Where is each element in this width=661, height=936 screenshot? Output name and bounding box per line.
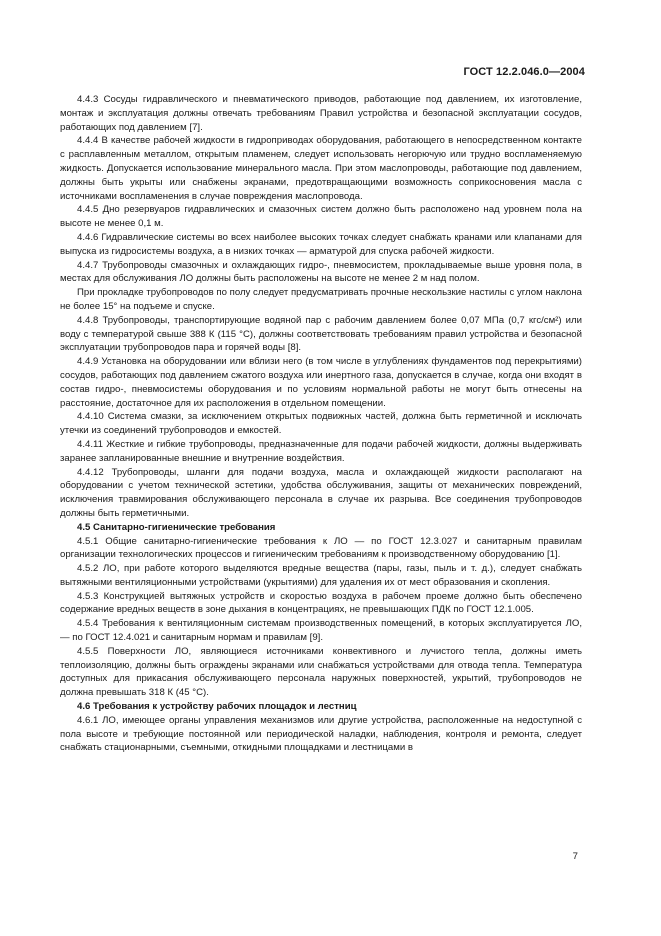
paragraph-4-4-8: 4.4.8 Трубопроводы, транспортирующие водяной пар с рабочим давлением более 0,07 МПа (0,7 кгс/см²) или воду с температурой свыше 388 К (115 °С), должны соответствовать требованиям правил устройства и безопасной эксплуатации трубопроводов пара и горячей воды [8].	[60, 314, 582, 354]
paragraph-4-5-5: 4.5.5 Поверхности ЛО, являющиеся источниками конвективного и лучистого тепла, должны иметь теплоизоляцию, должны быть ограждены экранами или снабжаться устройствами для отвода тепла. Температура доступных для прикасания обслуживающего персонала наружных поверхностей, укрытий, трубопроводов не должна превышать 318 К (45 °С).	[60, 645, 582, 699]
paragraph-4-4-7: 4.4.7 Трубопроводы смазочных и охлаждающих гидро-, пневмосистем, прокладываемые выше уровня пола, в местах для обслуживания ЛО должны быть расположены на высоте не менее 2 м над полом.	[60, 259, 582, 285]
paragraph-4-5-1: 4.5.1 Общие санитарно-гигиенические требования к ЛО — по ГОСТ 12.3.027 и санитарным правилам организации технологических процессов и гигиеническим требованиям к производственному оборудованию [1].	[60, 535, 582, 561]
paragraph-4-5-4: 4.5.4 Требования к вентиляционным системам производственных помещений, в которых эксплуатируется ЛО, — по ГОСТ 12.4.021 и санитарным нормам и правилам [9].	[60, 618, 582, 644]
paragraph-4-4-11: 4.4.11 Жесткие и гибкие трубопроводы, предназначенные для подачи рабочей жидкости, должны выдерживать заранее запланированные внешние и внутренние воздействия.	[60, 438, 582, 464]
paragraph-4-4-12: 4.4.12 Трубопроводы, шланги для подачи воздуха, масла и охлаждающей жидкости располагают на оборудовании с учетом технической эстетики, удобства обслуживания, защиты от механических повреждений, исключения травмирования обслуживающего персонала в случае их разрыва. Все соединения трубопроводов должны быть герметичными.	[60, 466, 582, 519]
paragraph-4-4-4: 4.4.4 В качестве рабочей жидкости в гидроприводах оборудования, работающего в непосредственном контакте с расплавленным металлом, открытым пламенем, следует использовать негорючую или трудно воспламеняемую жидкость. Допускается использование минерального масла. При этом маслопроводы, работающие под давлением, должны быть укрыты или снабжены экранами, предотвращающими возможность соприкосновения масла с источниками воспламенения в случае повреждения маслопровода.	[60, 135, 582, 202]
section-heading-4-6: 4.6 Требования к устройству рабочих площадок и лестниц	[77, 701, 357, 713]
paragraph-4-4-6: 4.4.6 Гидравлические системы во всех наиболее высоких точках следует снабжать кранами или клапанами для выпуска из гидросистемы воздуха, а в низких точках — арматурой для спуска рабочей жидкости.	[60, 231, 582, 257]
document-header: ГОСТ 12.2.046.0—2004	[463, 66, 585, 78]
document-body	[60, 93, 582, 755]
paragraph-4-4-7-note: При прокладке трубопроводов по полу следует предусматривать прочные нескользкие настилы с углом наклона не более 15° на подъеме и спуске.	[60, 287, 582, 312]
page-number: 7	[572, 851, 578, 862]
paragraph-4-6-1: 4.6.1 ЛО, имеющее органы управления механизмов или другие устройства, расположенные на недоступной с пола высоте и требующие постоянной или периодической наладки, наблюдения, контроля и ремонта, следует снабжать стационарными, съемными, откидными площадками и лестницами в	[60, 714, 582, 754]
paragraph-4-4-5: 4.4.5 Дно резервуаров гидравлических и смазочных систем должно быть расположено над уровнем пола на высоте не менее 0,1 м.	[60, 204, 582, 230]
paragraph-4-5-3: 4.5.3 Конструкцией вытяжных устройств и скоростью воздуха в рабочем проеме должно быть обеспечено содержание вредных веществ в зоне дыхания в концентрациях, не превышающих ПДК по ГОСТ 12.1.005.	[60, 590, 582, 616]
paragraph-4-4-9: 4.4.9 Установка на оборудовании или вблизи него (в том числе в углублениях фундаментов под перекрытиями) сосудов, работающих под давлением сжатого воздуха или инертного газа, допускается в случае, когда они входят в состав гидро-, пневмосистемы оборудования и по условиям нормальной работы не могут быть отнесены на расстояние, достаточное для их расположения в отдельном помещении.	[60, 356, 582, 409]
paragraph-4-4-10: 4.4.10 Система смазки, за исключением открытых подвижных частей, должна быть герметичной и исключать утечки из соединений трубопроводов и емкостей.	[60, 411, 582, 437]
paragraph-4-4-3: 4.4.3 Сосуды гидравлического и пневматического приводов, работающие под давлением, их изготовление, монтаж и эксплуатация должны отвечать требованиям Правил устройства и безопасной эксплуатации сосудов, работающих под давлением [7].	[60, 94, 582, 133]
paragraph-4-5-2: 4.5.2 ЛО, при работе которого выделяются вредные вещества (пары, газы, пыль и т. д.), следует снабжать вытяжными вентиляционными устройствами (укрытиями) для удаления их от мест образования и скопления.	[60, 563, 582, 588]
section-heading-4-5: 4.5 Санитарно-гигиенические требования	[77, 521, 276, 533]
